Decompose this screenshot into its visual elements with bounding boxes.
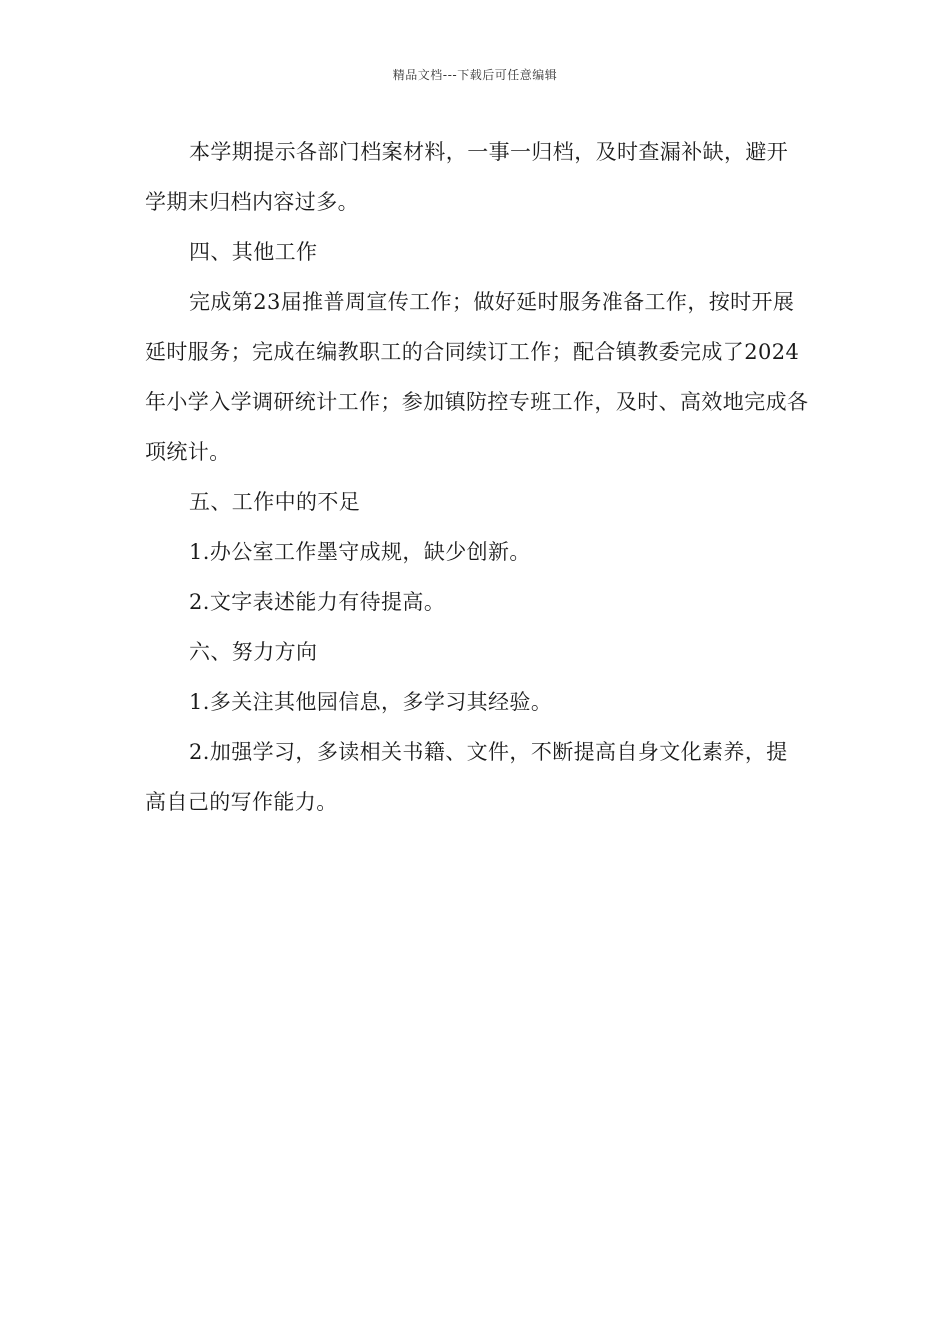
paragraph-archive: 本学期提示各部门档案材料，一事一归档，及时查漏补缺，避开学期末归档内容过多。	[145, 140, 789, 214]
section-heading-direction: 六、努力方向	[189, 640, 318, 664]
section-heading-shortcomings: 五、工作中的不足	[189, 490, 361, 514]
list-item-shortcoming-1: 1.办公室工作墨守成规，缺少创新。	[189, 540, 531, 564]
list-item-direction-2: 2.加强学习，多读相关书籍、文件，不断提高自身文化素养，提高自己的写作能力。	[145, 740, 788, 814]
list-item-shortcoming-2: 2.文字表述能力有待提高。	[189, 590, 446, 614]
section-heading-other-work: 四、其他工作	[189, 240, 318, 264]
page-header: 精品文档---下载后可任意编辑	[392, 68, 558, 82]
paragraph-other-work: 完成第23届推普周宣传工作；做好延时服务准备工作，按时开展延时服务；完成在编教职工的合同续订工作；配合镇教委完成了2024年小学入学调研统计工作；参加镇防控专班工作，及时、高效地完成各项统计。	[145, 290, 809, 464]
document-body	[145, 127, 809, 827]
list-item-direction-1: 1.多关注其他园信息，多学习其经验。	[189, 690, 553, 714]
